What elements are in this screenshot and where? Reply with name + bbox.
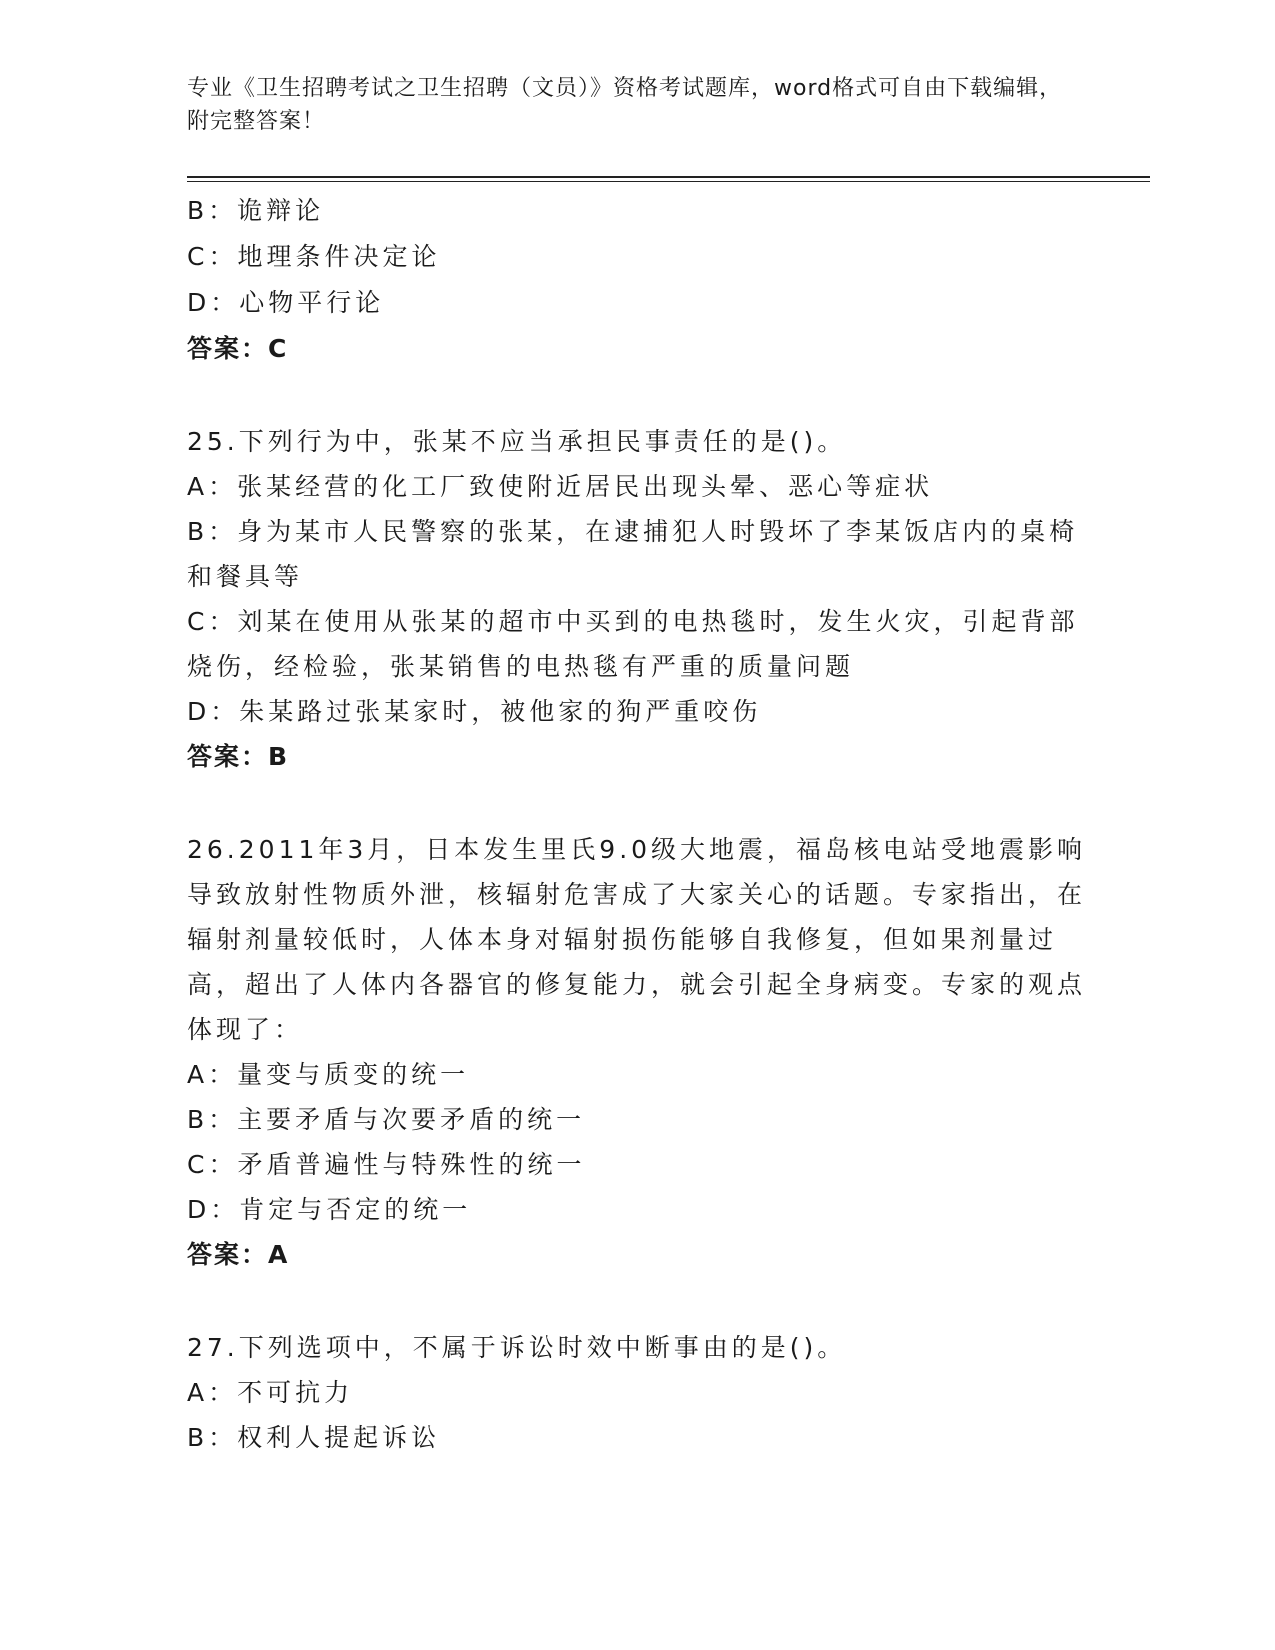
answer-line: 答案：C xyxy=(187,334,289,363)
question-27 xyxy=(187,1325,1087,1460)
answer-line: 答案：A xyxy=(187,1240,290,1269)
question-list xyxy=(187,188,1087,1460)
option-b: B：诡辩论 xyxy=(187,196,325,225)
option-a: A：张某经营的化工厂致使附近居民出现头晕、恶心等症状 xyxy=(187,472,934,501)
question-24-continuation xyxy=(187,188,1087,372)
page-header: 专业《卫生招聘考试之卫生招聘（文员）》资格考试题库，word格式可自由下载编辑，附完整答案！ xyxy=(187,76,1063,134)
spacer xyxy=(187,1278,1087,1325)
spacer xyxy=(187,780,1087,827)
spacer xyxy=(187,372,1087,419)
header-rule-thick xyxy=(187,176,1150,178)
header-rule-thin xyxy=(187,181,1150,182)
option-b: B：权利人提起诉讼 xyxy=(187,1423,441,1452)
question-stem: 27.下列选项中，不属于诉讼时效中断事由的是()。 xyxy=(187,1333,847,1362)
option-d: D：朱某路过张某家时，被他家的狗严重咬伤 xyxy=(187,697,762,726)
question-26 xyxy=(187,827,1087,1278)
option-d: D：心物平行论 xyxy=(187,288,385,317)
option-c: C：矛盾普遍性与特殊性的统一 xyxy=(187,1150,586,1179)
question-stem: 25.下列行为中，张某不应当承担民事责任的是()。 xyxy=(187,427,847,456)
option-a: A：不可抗力 xyxy=(187,1378,354,1407)
question-stem: 26.2011年3月，日本发生里氏9.0级大地震，福岛核电站受地震影响导致放射性物质外泄，核辐射危害成了大家关心的话题。专家指出，在辐射剂量较低时，人体本身对辐射损伤能够自我修复，但如果剂量过高，超出了人体内各器官的修复能力，就会引起全身病变。专家的观点体现了： xyxy=(187,835,1087,1044)
answer-line: 答案：B xyxy=(187,742,290,771)
option-c: C：刘某在使用从张某的超市中买到的电热毯时，发生火灾，引起背部烧伤，经检验，张某销售的电热毯有严重的质量问题 xyxy=(187,607,1079,681)
option-b: B：主要矛盾与次要矛盾的统一 xyxy=(187,1105,586,1134)
option-c: C：地理条件决定论 xyxy=(187,242,441,271)
question-25 xyxy=(187,419,1087,780)
option-d: D：肯定与否定的统一 xyxy=(187,1195,472,1224)
option-b: B：身为某市人民警察的张某，在逮捕犯人时毁坏了李某饭店内的桌椅和餐具等 xyxy=(187,517,1079,591)
option-a: A：量变与质变的统一 xyxy=(187,1060,470,1089)
